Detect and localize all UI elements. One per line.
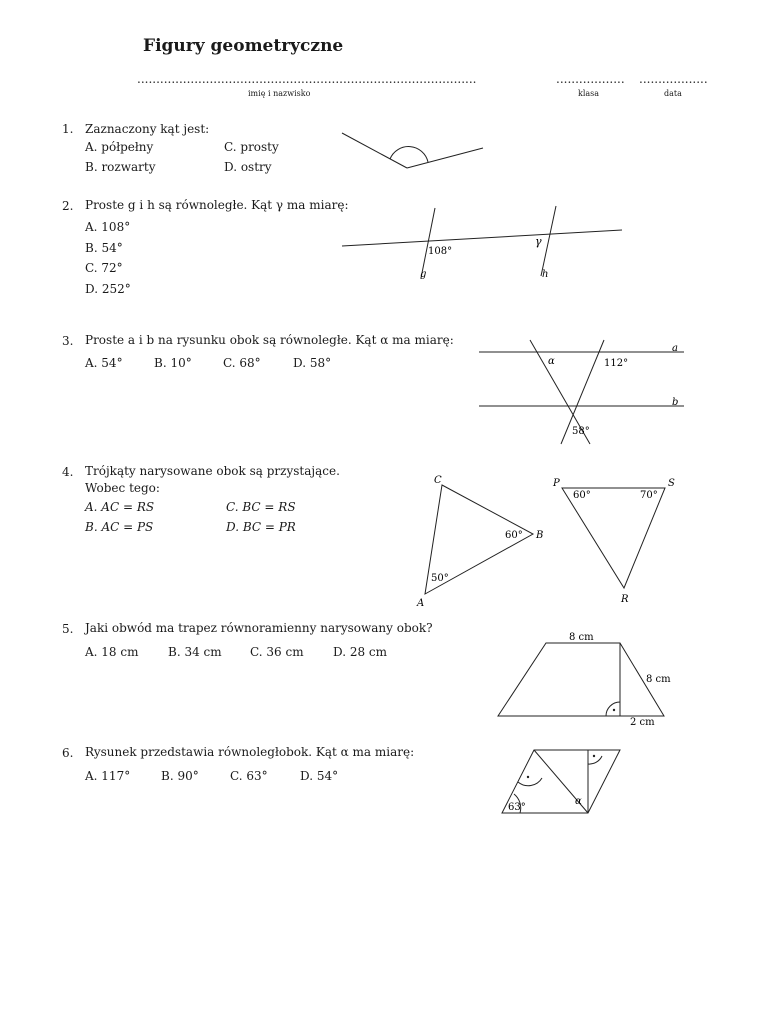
answer-d[interactable]: D. 28 cm	[333, 645, 388, 659]
question-text: Proste a i b na rysunku obok są równoległe. Kąt α ma miarę:	[85, 333, 454, 347]
answer-a[interactable]: A. 117°	[85, 769, 131, 783]
answer-a[interactable]: A. 18 cm	[85, 645, 139, 659]
alpha-label: α	[548, 356, 555, 367]
answer-c[interactable]: C. prosty	[224, 140, 279, 154]
answer-b[interactable]: B. 34 cm	[168, 645, 222, 659]
answer-c[interactable]: C. 72°	[85, 261, 123, 275]
angle-p-label: 60°	[573, 490, 591, 501]
class-label: klasa	[578, 89, 600, 98]
leg-label: 8 cm	[646, 674, 671, 685]
vertex-p-label: P	[553, 478, 560, 489]
date-field[interactable]: ..................	[639, 72, 708, 86]
answer-d[interactable]: D. 58°	[293, 356, 332, 370]
answer-a[interactable]: A. półpełny	[85, 140, 154, 154]
vertex-c-label: C	[434, 475, 442, 486]
question-number: 3.	[62, 334, 74, 348]
angle-112-label: 112°	[604, 358, 629, 369]
line-g-label: g	[420, 269, 427, 280]
question-number: 4.	[62, 465, 74, 479]
question-text: Jaki obwód ma trapez równoramienny narysowany obok?	[85, 621, 433, 635]
answer-b[interactable]: B. 90°	[161, 769, 199, 783]
answer-c[interactable]: C. 63°	[230, 769, 268, 783]
class-field[interactable]: ..................	[556, 72, 625, 86]
question-text-2: Wobec tego:	[85, 481, 160, 495]
question-number: 1.	[62, 122, 74, 136]
question-text: Zaznaczony kąt jest:	[85, 122, 210, 136]
angle-b-label: 60°	[505, 530, 523, 541]
name-field[interactable]: .........................................................................................	[137, 72, 477, 86]
answer-d[interactable]: D. BC = PR	[226, 520, 296, 534]
question-text: Rysunek przedstawia równoległobok. Kąt α ma miarę:	[85, 745, 415, 759]
obtuse-angle-figure	[338, 128, 488, 174]
answer-b[interactable]: B. rozwarty	[85, 160, 156, 174]
name-label: imię i nazwisko	[248, 89, 311, 98]
angle-63-label: 63°	[508, 802, 526, 813]
transversal-figure	[474, 336, 688, 452]
vertex-a-label: A	[417, 598, 425, 609]
line-a-label: a	[672, 343, 678, 354]
trapezoid-figure	[494, 628, 678, 730]
answer-c[interactable]: C. 36 cm	[250, 645, 304, 659]
answer-b[interactable]: B. AC = PS	[85, 520, 154, 534]
vertex-s-label: S	[668, 478, 675, 489]
parallelogram-figure	[498, 744, 628, 818]
answer-a[interactable]: A. AC = RS	[85, 500, 155, 514]
angle-s-label: 70°	[640, 490, 658, 501]
top-side-label: 8 cm	[569, 632, 594, 643]
congruent-triangles-figure	[410, 470, 690, 610]
bottom-segment-label: 2 cm	[630, 717, 655, 728]
line-b-label: b	[672, 397, 679, 408]
answer-d[interactable]: D. 54°	[300, 769, 339, 783]
answer-d[interactable]: D. ostry	[224, 160, 272, 174]
question-number: 6.	[62, 746, 74, 760]
question-text: Trójkąty narysowane obok są przystające.	[85, 464, 340, 478]
angle-label: 108°	[428, 246, 453, 257]
answer-b[interactable]: B. 10°	[154, 356, 192, 370]
question-text: Proste g i h są równoległe. Kąt γ ma miarę:	[85, 198, 349, 212]
gamma-label: γ	[535, 235, 542, 248]
page-title: Figury geometryczne	[143, 36, 344, 56]
alpha-label: α	[575, 796, 582, 807]
answer-c[interactable]: C. BC = RS	[226, 500, 296, 514]
parallel-lines-figure	[338, 202, 628, 282]
line-h-label: h	[542, 269, 549, 280]
answer-b[interactable]: B. 54°	[85, 241, 123, 255]
question-number: 5.	[62, 622, 74, 636]
answer-a[interactable]: A. 54°	[85, 356, 123, 370]
vertex-r-label: R	[621, 594, 629, 605]
answer-d[interactable]: D. 252°	[85, 282, 131, 296]
angle-a-label: 50°	[431, 573, 449, 584]
vertex-b-label: B	[536, 530, 544, 541]
question-number: 2.	[62, 199, 74, 213]
date-label: data	[664, 89, 682, 98]
answer-c[interactable]: C. 68°	[223, 356, 261, 370]
answer-a[interactable]: A. 108°	[85, 220, 131, 234]
angle-58-label: 58°	[572, 426, 590, 437]
